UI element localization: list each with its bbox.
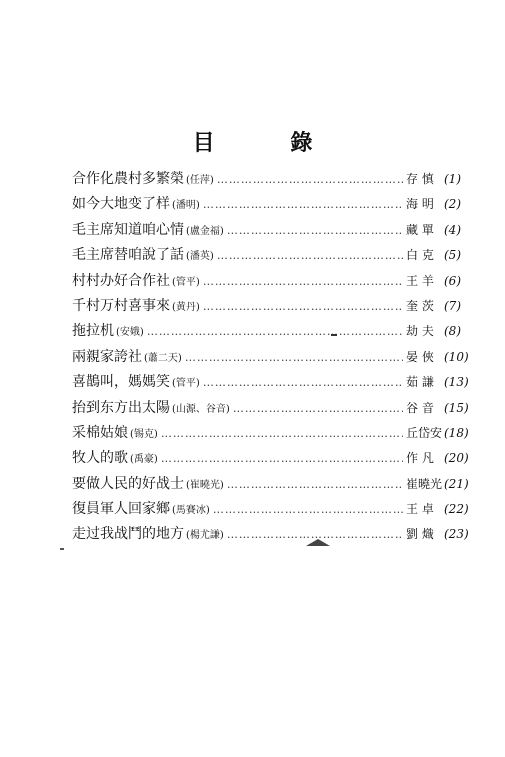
song-composer: 茹 謙	[406, 375, 434, 390]
song-composer: 崔曉光	[406, 476, 443, 491]
song-title: 復員軍人回家鄉	[72, 501, 170, 518]
toc-entry	[72, 270, 474, 295]
dot-leader	[203, 198, 403, 211]
song-composer: 晏 俠	[406, 349, 434, 364]
toc-entry	[72, 320, 474, 345]
dot-leader	[147, 325, 403, 338]
song-title: 如今大地变了样	[72, 196, 170, 213]
dot-leader	[161, 427, 403, 440]
dot-leader	[203, 300, 403, 313]
song-composer: 丘岱安	[406, 425, 443, 440]
toc-entry	[72, 219, 474, 244]
dot-leader	[161, 452, 403, 465]
song-lyricist: (盧金福)	[186, 225, 224, 237]
song-lyricist: (山源、谷音)	[172, 403, 230, 415]
page-number: (13)	[444, 375, 469, 390]
song-title: 毛主席知道咱心情	[72, 221, 184, 238]
song-composer: 王 卓	[406, 502, 434, 517]
dot-leader	[217, 173, 403, 186]
dot-leader	[213, 503, 403, 516]
page-number: (5)	[444, 248, 461, 263]
song-lyricist: (管平)	[172, 276, 200, 288]
page-number: (6)	[444, 273, 461, 288]
song-title: 走过我战鬥的地方	[72, 526, 184, 543]
toc-entry	[72, 371, 474, 396]
song-composer: 作 凡	[406, 451, 434, 466]
song-lyricist: (潘英)	[186, 251, 214, 263]
song-title: 千村万村喜事來	[72, 297, 170, 314]
song-title: 抬到东方出太陽	[72, 399, 170, 416]
song-lyricist: (蕭二天)	[144, 352, 182, 364]
page-number: (4)	[444, 222, 461, 237]
song-lyricist: (潘明)	[172, 200, 200, 212]
toc-entry	[72, 244, 474, 269]
page-number: (20)	[444, 451, 469, 466]
page-number: (2)	[444, 197, 461, 212]
song-composer: 存 慎	[406, 172, 434, 186]
table-of-contents	[72, 168, 474, 549]
toc-entry	[72, 473, 474, 498]
dot-leader	[233, 402, 403, 415]
song-lyricist: (任萍)	[186, 175, 214, 186]
toc-entry	[72, 422, 474, 447]
song-title: 合作化農村多繁榮	[72, 171, 184, 187]
song-title: 喜鵲叫，媽媽笑	[72, 374, 170, 391]
song-lyricist: (馬賽冰)	[172, 505, 210, 517]
page-number: (8)	[444, 324, 461, 339]
toc-entry	[72, 397, 474, 422]
song-composer: 奎 茨	[406, 298, 434, 313]
song-composer: 海 明	[406, 197, 434, 212]
song-composer: 劉 熾	[406, 527, 434, 542]
page-number: (10)	[444, 349, 469, 364]
song-lyricist: (锡克)	[130, 428, 158, 440]
dot-leader	[217, 249, 403, 262]
page-number: (23)	[444, 527, 469, 542]
song-title: 兩親家誇社	[72, 348, 142, 365]
song-lyricist: (黄丹)	[172, 301, 200, 313]
page-number: (7)	[444, 298, 461, 313]
toc-entry	[72, 168, 474, 193]
song-title: 毛主席替咱說了話	[72, 247, 184, 264]
ink-mark	[60, 548, 64, 550]
page-number: (21)	[444, 476, 469, 491]
song-lyricist: (管平)	[172, 378, 200, 390]
toc-entry	[72, 447, 474, 472]
toc-entry	[72, 346, 474, 371]
page-number: (15)	[444, 400, 469, 415]
ink-mark	[306, 539, 330, 546]
page-number: (18)	[444, 425, 469, 440]
song-title: 牧人的歌	[72, 450, 128, 467]
ink-mark	[331, 334, 337, 336]
song-lyricist: (崔曉光)	[186, 479, 224, 491]
song-title: 采棉姑娘	[72, 424, 128, 441]
dot-leader	[203, 376, 403, 389]
toc-entry	[72, 295, 474, 320]
song-lyricist: (禹豪)	[130, 454, 158, 466]
dot-leader	[185, 351, 403, 364]
song-composer: 白 克	[406, 248, 434, 263]
dot-leader	[227, 224, 403, 237]
song-title: 要做人民的好战士	[72, 475, 184, 492]
song-composer: 藏 單	[406, 222, 434, 237]
song-title: 村村办好合作社	[72, 272, 170, 289]
song-lyricist: (安娥)	[116, 327, 144, 339]
song-title: 拖拉机	[72, 323, 114, 340]
song-composer: 劫 夫	[406, 324, 434, 339]
toc-entry	[72, 498, 474, 523]
dot-leader	[227, 478, 403, 491]
song-composer: 谷 音	[406, 400, 434, 415]
toc-entry	[72, 193, 474, 218]
song-composer: 王 羊	[406, 273, 434, 288]
page-number: (22)	[444, 502, 469, 517]
song-lyricist: (楊尤謙)	[186, 530, 224, 542]
toc-entry	[72, 523, 474, 548]
dot-leader	[203, 275, 403, 288]
page-number: (1)	[444, 172, 461, 186]
page-title: 目 錄	[192, 130, 347, 156]
